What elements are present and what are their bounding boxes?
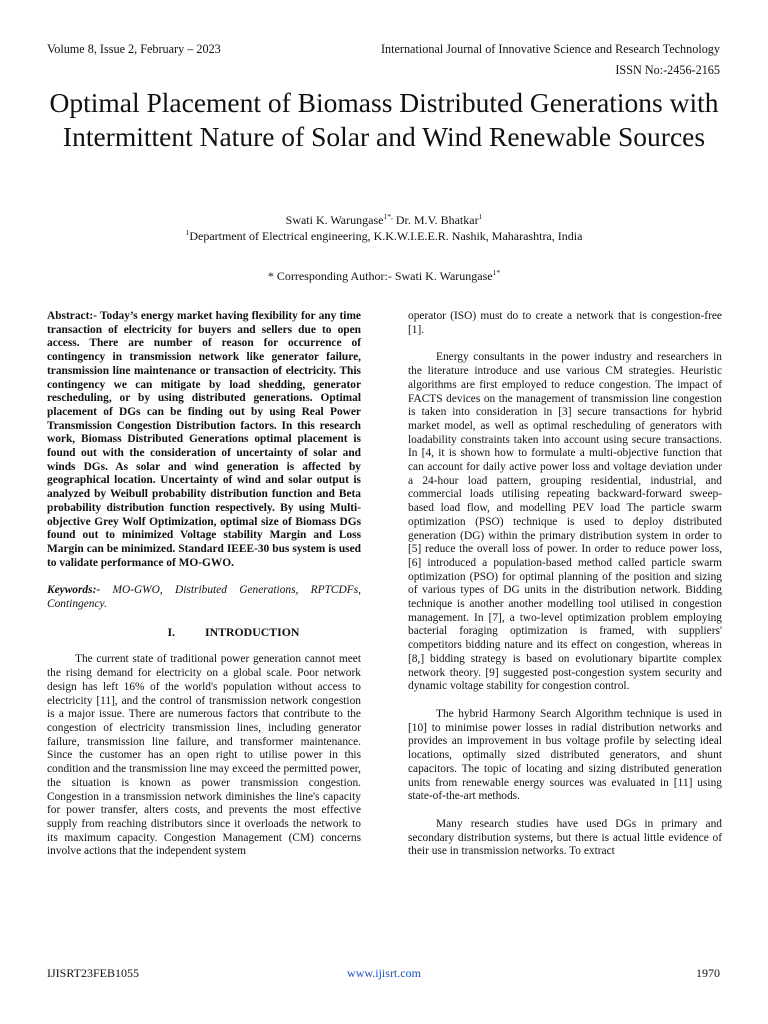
corresponding-author-text: * Corresponding Author:- Swati K. Warungase bbox=[267, 269, 493, 283]
keywords-label: Keywords:- bbox=[47, 584, 101, 597]
left-column bbox=[47, 310, 361, 859]
intro-paragraph-4: Many research studies have used DGs in primary and secondary distribution systems, but there is actual little evidence of their use in transmission networks. To extract bbox=[408, 817, 722, 858]
keywords bbox=[47, 584, 361, 611]
affiliation bbox=[0, 229, 768, 244]
page-number: 1970 bbox=[696, 966, 720, 980]
author-1-superscript: 1*, bbox=[383, 212, 393, 221]
section-heading bbox=[47, 626, 361, 640]
intro-paragraph-1: The current state of traditional power generation cannot meet the rising demand for electricity on a global scale. Poor network design has left 16% of the world's population without access to electricity [11], and the control of transmission network congestion is a major issue. There are numerous factors that contribute to the congestion of electricity transmission lines, including generator failure, transmission line failure, and transformer maintenance. Since the customer has an open right to utilise power in this condition and the transmission line may exceed the permitted power, the situation is known as power transmission congestion. Congestion in a transmission network diminishes the line's capacity for power transfer, alters costs, and prevents the most effective supply from reaching distributors since it overloads the network to its maximum capacity. Congestion Management (CM) concerns involve actions that the independent system bbox=[47, 653, 361, 858]
section-title: INTRODUCTION bbox=[205, 624, 300, 639]
affiliation-text: Department of Electrical engineering, K.K.W.I.E.E.R. Nashik, Maharashtra, India bbox=[189, 229, 583, 243]
journal-name: International Journal of Innovative Science and Research Technology bbox=[380, 42, 720, 56]
corresponding-author-superscript: 1* bbox=[492, 268, 501, 277]
author-line bbox=[0, 213, 768, 228]
affiliation-superscript: 1 bbox=[185, 228, 190, 237]
issn: ISSN No:-2456-2165 bbox=[615, 63, 720, 77]
volume-issue: Volume 8, Issue 2, February – 2023 bbox=[47, 42, 221, 56]
author-2-superscript: 1 bbox=[478, 212, 483, 221]
author-2-name: Dr. M.V. Bhatkar bbox=[392, 213, 479, 227]
paper-title: Optimal Placement of Biomass Distributed Generations with Intermittent Nature of Solar and Wind Renewable Sources bbox=[49, 87, 719, 152]
intro-paragraph-1-continued: operator (ISO) must do to create a network that is congestion-free [1]. bbox=[408, 310, 722, 336]
section-number: I. bbox=[167, 624, 175, 639]
keywords-text: MO-GWO, Distributed Generations, RPTCDFs, Contingency. bbox=[47, 584, 361, 611]
abstract: Abstract:- Today’s energy market having flexibility for any time transaction of electricity for buyers and sellers due to open access. There are number of reason for occurrence of contingency in transmission network like generator failure, transmission line maintenance or transaction of electricity. This contingency we can mitigate by load shedding, generator rescheduling, or by using distributed generations. Optimal placement of DGs can be finding out by using Real Power Transmission Congestion Distribution factors. In this research work, Biomass Distributed Generations optimal placement is found out with the consideration of uncertainty of solar and winds DGs. As solar and wind generation is affected by geographical location. Uncertainty of wind and solar output is analyzed by Weibull probability distribution function and Beta probability distribution function respectively. By using Multi-objective Grey Wolf Optimization, optimal size of Biomass DGs found out to minimized Voltage stability Margin and Loss Margin can be minimized. Standard IEEE-30 bus system is used to validate performance of MO-GWO. bbox=[47, 310, 361, 569]
intro-paragraph-3: The hybrid Harmony Search Algorithm technique is used in [10] to minimise power losses in radial distribution networks and provides an improvement in bus voltage profile by selecting ideal locations, optimally sized distributed generators, and shunt capacitors. The topic of locating and sizing distributed generation units from renewable energy sources was evaluated in [11] using state-of-the-art methods. bbox=[408, 707, 722, 803]
intro-paragraph-2: Energy consultants in the power industry and researchers in the literature introduce and use various CM strategies. Heuristic algorithms are first employed to reduce congestion. The impact of FACTS devices on the management of transmission line congestion is taken into consideration in [3] secure transactions for hybrid market model, as well as optimal rescheduling of generators with loadability constraints taken into account using secure transactions. In [4, it is shown how to formulate a multi-objective function that can account for daily active power loss and voltage deviation under a 24-hour load pattern, grouping residential, industrial, and commercial loads utilising repeating backward-forward sweep-based load flow, and modelling PEV load The particle swarm optimization (PSO) technique is used to deploy distributed generation (DG) within the primary distribution system in order to [5] reduce the overall loss of power. In order to reduce power loss, [6] introduced a population-based method called particle swarm optimization (PSO) for optimal planning of the position and sizing of various types of DG units in the distribution network. Bidding technique is another another modelling tool utilised in congestion management. In [7], a two-level optimization problem employing bacterial foraging optimization is framed, with suppliers' competitors bidding nature and its effect on congestion, whereas in [8,] bidding strategy is based on evolutionary bipartite complex network theory. [9] suggested post-congestion system security and dynamic voltage stability for congestion control. bbox=[408, 351, 722, 693]
author-1-name: Swati K. Warungase bbox=[285, 213, 384, 227]
right-column bbox=[408, 310, 722, 859]
corresponding-author bbox=[0, 269, 768, 284]
paper-code: IJISRT23FEB1055 bbox=[47, 966, 139, 980]
journal-url-link[interactable]: www.ijisrt.com bbox=[347, 966, 421, 980]
